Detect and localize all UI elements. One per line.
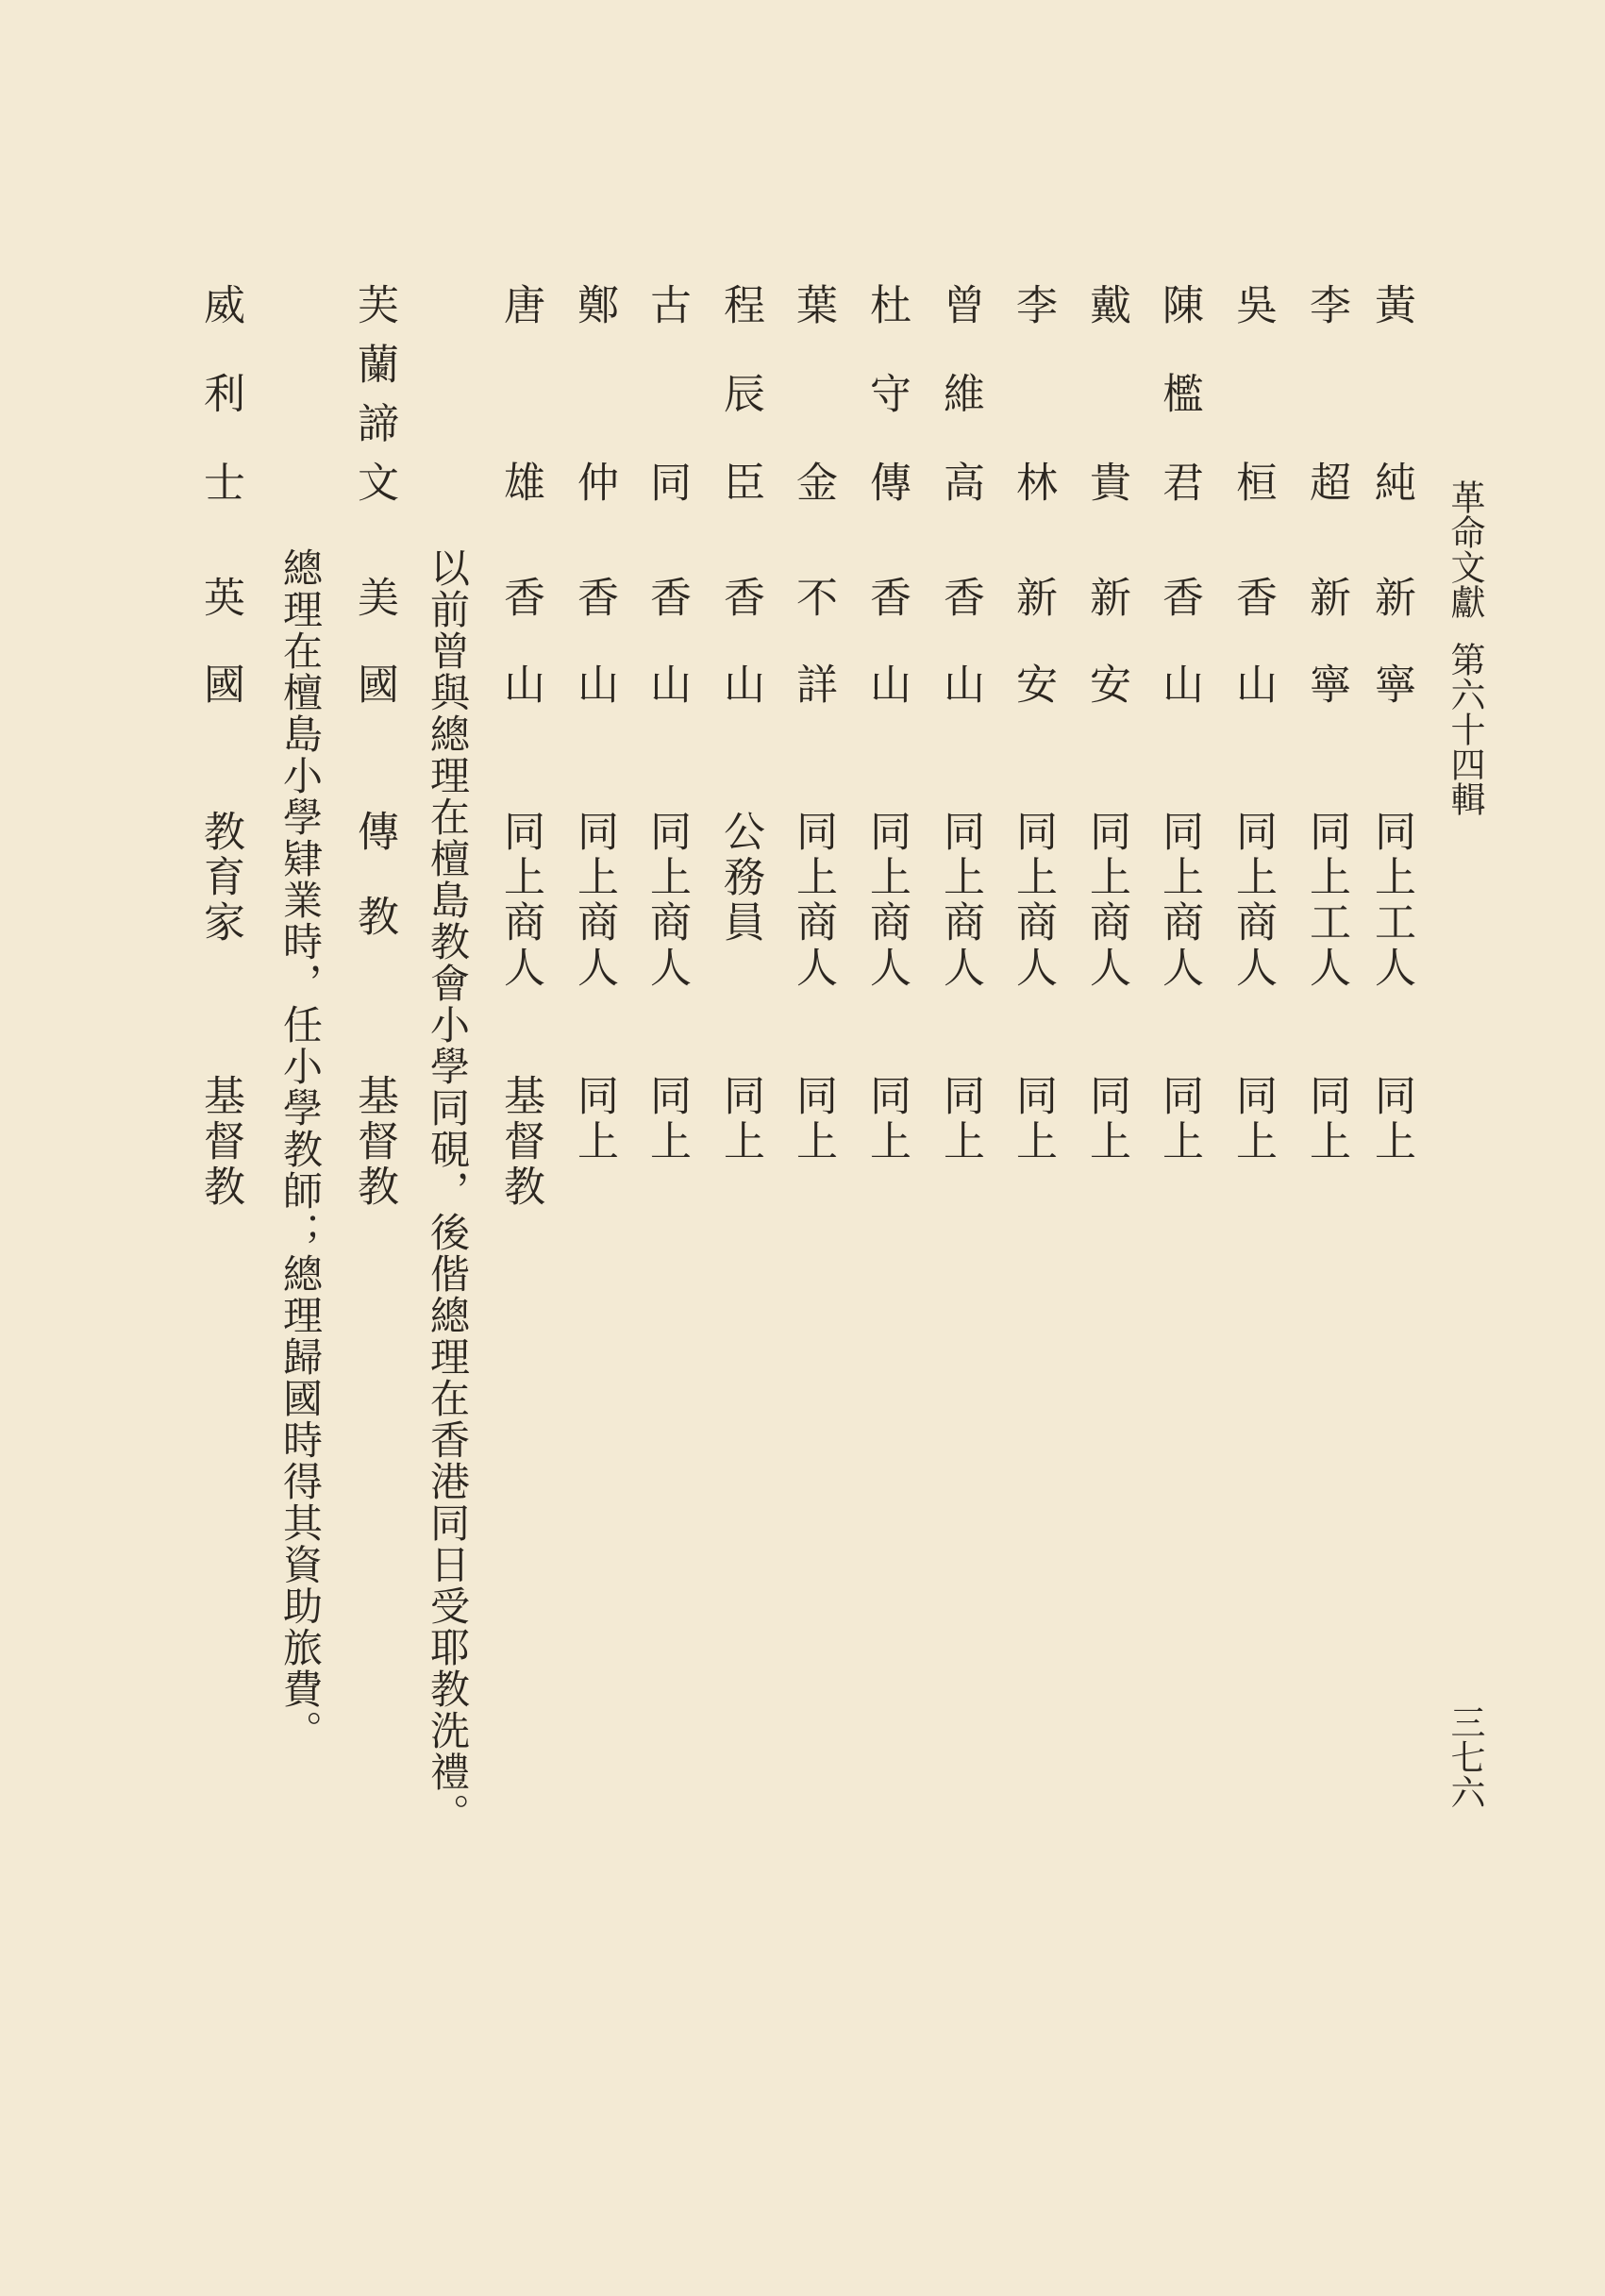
occupation: 同上商人 (1155, 810, 1203, 991)
person-name: 鄭仲 (570, 283, 618, 502)
occupation: 同上商人 (1229, 810, 1277, 991)
person-name: 吳桓 (1229, 283, 1277, 502)
religion: 同上 (936, 1074, 984, 1165)
row-weilishi (192, 0, 248, 2296)
birthplace: 英國 (196, 576, 244, 749)
person-name: 黃純 (1367, 283, 1415, 502)
table-row (1363, 0, 1419, 2296)
person-name: 戴貴 (1082, 283, 1130, 502)
occupation: 傳教 (350, 810, 398, 980)
religion: 同上 (1082, 1074, 1130, 1165)
birthplace: 香山 (643, 576, 691, 749)
person-name: 李林 (1009, 283, 1057, 502)
occupation: 同上商人 (643, 810, 691, 991)
religion: 基督教 (196, 1074, 244, 1210)
occupation: 同上商人 (570, 810, 618, 991)
religion: 同上 (1009, 1074, 1057, 1165)
person-name: 李超 (1302, 283, 1350, 502)
religion: 基督教 (496, 1074, 544, 1210)
birthplace: 不詳 (789, 576, 837, 749)
book-title: 革命文獻 (1445, 479, 1485, 619)
person-name: 陳檻君 (1155, 283, 1203, 502)
person-name: 杜守傳 (862, 283, 911, 502)
table-row (931, 0, 988, 2296)
religion: 同上 (789, 1074, 837, 1165)
table-row (1004, 0, 1061, 2296)
religion: 同上 (1367, 1074, 1415, 1165)
birthplace: 香山 (570, 576, 618, 749)
note-weilishi: 總理在檀島小學肄業時，任小學教師；總理歸國時得其資助旅費。 (277, 547, 324, 1751)
occupation: 同上商人 (1082, 810, 1130, 991)
birthplace: 新寧 (1302, 576, 1350, 749)
birthplace: 香山 (936, 576, 984, 749)
table-row (492, 0, 548, 2296)
religion: 同上 (862, 1074, 911, 1165)
table-row (711, 0, 768, 2296)
occupation: 同上商人 (862, 810, 911, 991)
religion: 同上 (643, 1074, 691, 1165)
person-name: 曾維高 (936, 283, 984, 502)
table-row (1224, 0, 1280, 2296)
occupation: 同上商人 (789, 810, 837, 991)
birthplace: 新安 (1009, 576, 1057, 749)
running-header (1439, 479, 1490, 816)
religion: 同上 (1302, 1074, 1350, 1165)
person-name: 古同 (643, 283, 691, 502)
occupation: 同上商人 (496, 810, 544, 991)
volume-number: 第六十四輯 (1445, 642, 1485, 816)
occupation: 同上商人 (936, 810, 984, 991)
table-row (565, 0, 622, 2296)
person-name: 葉金 (789, 283, 837, 502)
birthplace: 香山 (716, 576, 764, 749)
person-name: 程辰臣 (716, 283, 764, 502)
occupation: 教育家 (196, 810, 244, 946)
religion: 同上 (1155, 1074, 1203, 1165)
table-row (638, 0, 694, 2296)
table-row (858, 0, 914, 2296)
note-tang-xiong: 以前曾與總理在檀島教會小學同硯，後偕總理在香港同日受耶教洗禮。 (425, 547, 471, 1835)
row-furandiwen (345, 0, 402, 2296)
religion: 同上 (716, 1074, 764, 1165)
birthplace: 香山 (1155, 576, 1203, 749)
person-name: 芙蘭諦文 (350, 283, 398, 502)
table-row (784, 0, 841, 2296)
religion: 同上 (1229, 1074, 1277, 1165)
birthplace: 香山 (1229, 576, 1277, 749)
table-row (1078, 0, 1134, 2296)
religion: 基督教 (350, 1074, 398, 1210)
occupation: 同上商人 (1009, 810, 1057, 991)
occupation: 公務員 (716, 810, 764, 946)
birthplace: 新安 (1082, 576, 1130, 749)
occupation: 同上工人 (1367, 810, 1415, 991)
person-name: 唐雄 (496, 283, 544, 502)
page-number: 三七六 (1445, 1704, 1485, 1809)
person-name: 威利士 (196, 283, 244, 502)
birthplace: 美國 (350, 576, 398, 749)
birthplace: 新寧 (1367, 576, 1415, 749)
table-row (1297, 0, 1354, 2296)
table-row (1150, 0, 1207, 2296)
religion: 同上 (570, 1074, 618, 1165)
birthplace: 香山 (496, 576, 544, 749)
occupation: 同上工人 (1302, 810, 1350, 991)
birthplace: 香山 (862, 576, 911, 749)
